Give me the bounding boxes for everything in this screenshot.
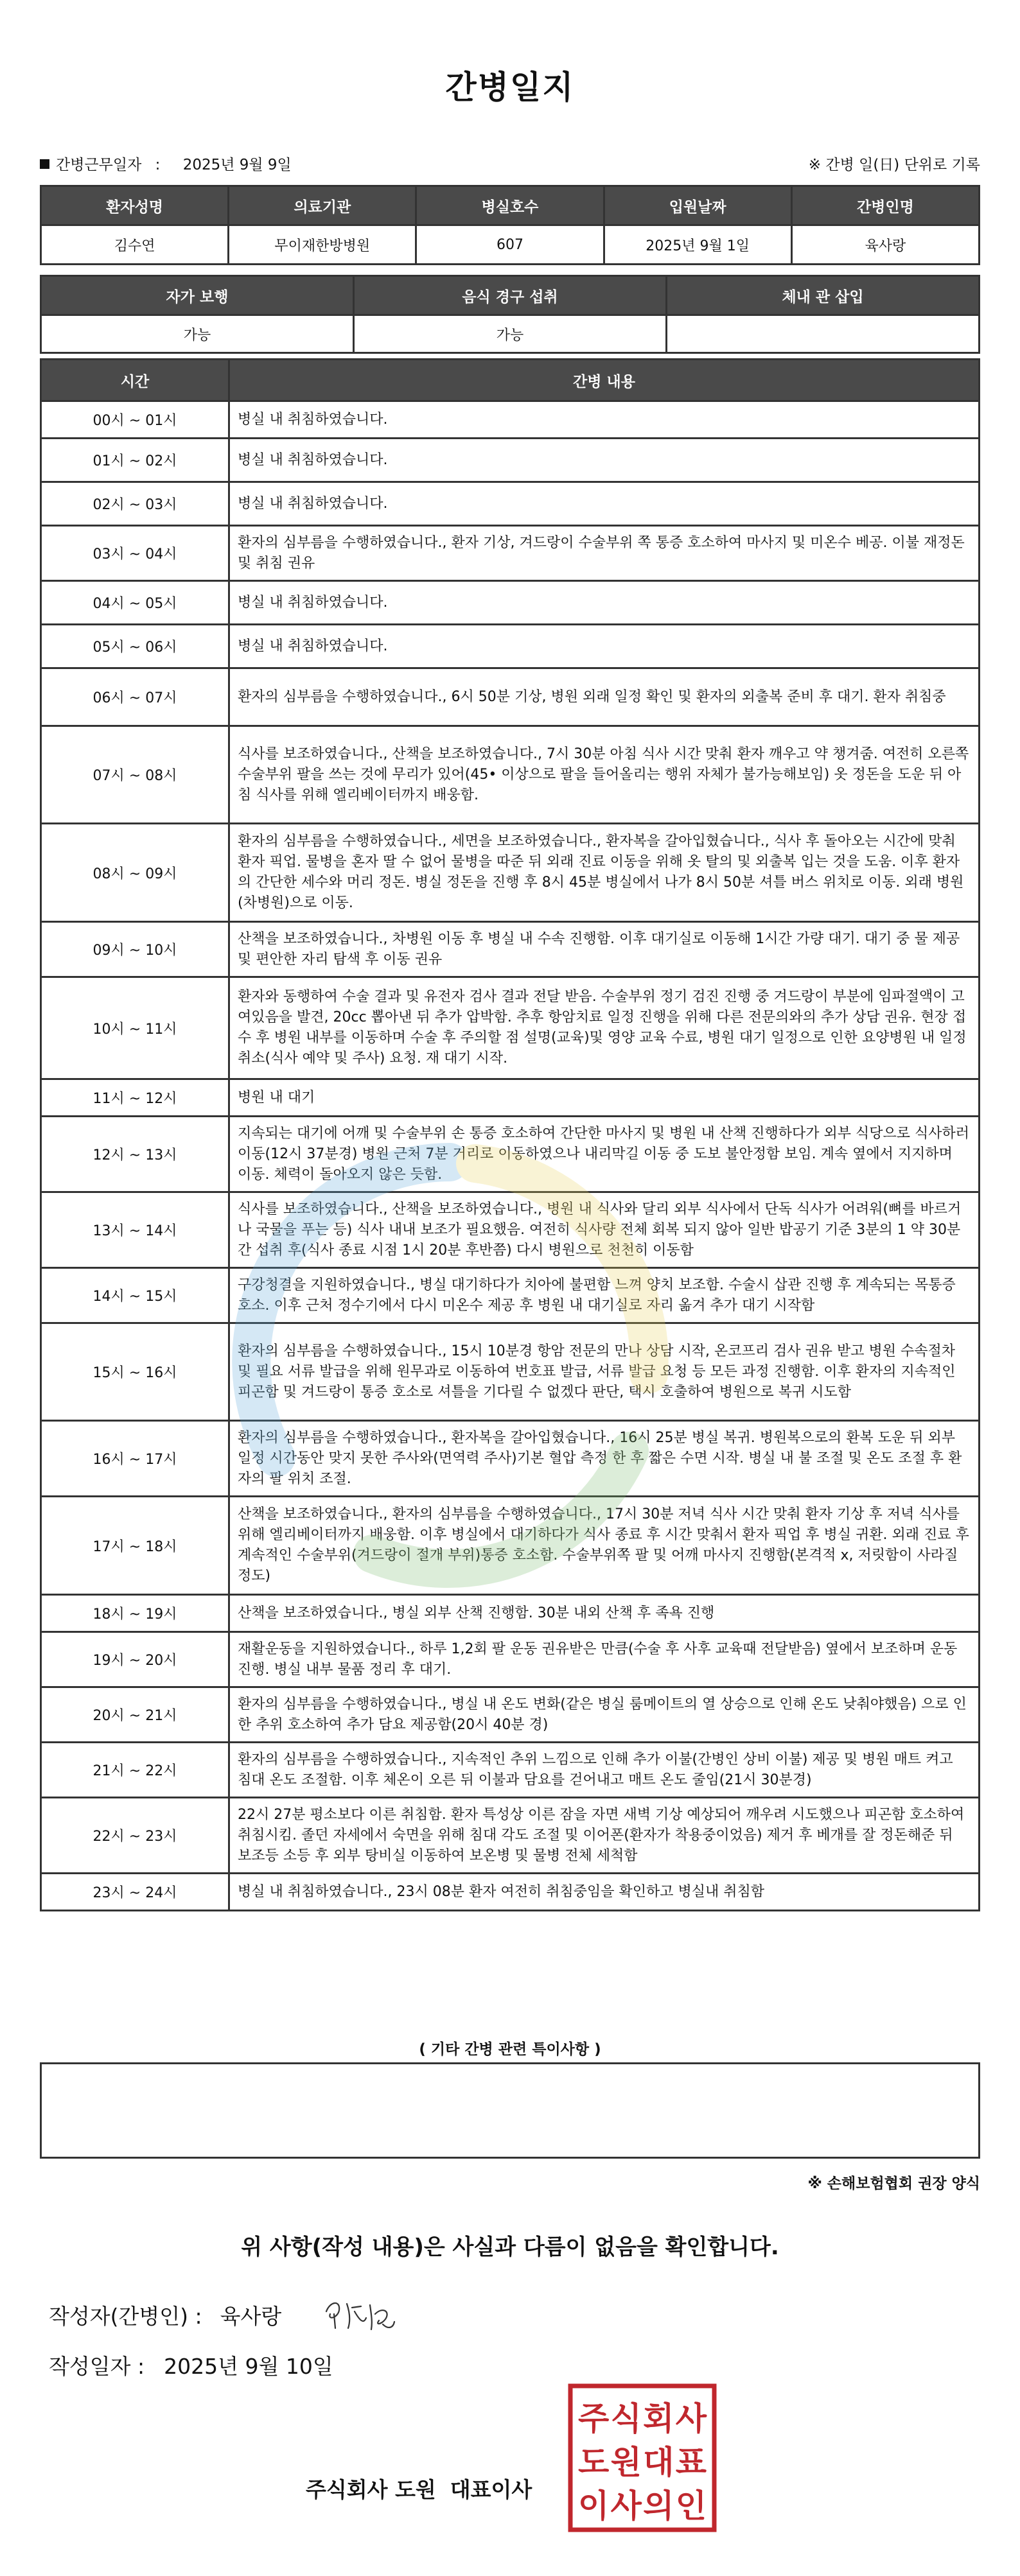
header-self-walking: 자가 보행	[41, 276, 354, 315]
log-row	[41, 1117, 980, 1192]
log-content: 산책을 보조하였습니다., 병실 외부 산책 진행함. 30분 내외 산책 후 족욕 진행	[229, 1595, 980, 1632]
room-number: 607	[416, 225, 604, 265]
log-time: 17시 ~ 18시	[41, 1497, 229, 1595]
seal-line-3: 이사의인	[578, 2487, 707, 2525]
write-date-label: 작성일자 :	[49, 2354, 145, 2379]
patient-info-value-row	[41, 225, 980, 265]
company-line	[306, 2473, 532, 2503]
seal-line-2: 도원대표	[578, 2444, 707, 2481]
log-time: 13시 ~ 14시	[41, 1192, 229, 1268]
log-time: 07시 ~ 08시	[41, 726, 229, 824]
log-row	[41, 1632, 980, 1687]
special-notes-box	[40, 2062, 980, 2159]
log-time: 08시 ~ 09시	[41, 824, 229, 922]
log-row	[41, 1079, 980, 1117]
log-row	[41, 1798, 980, 1874]
log-content: 환자의 심부름을 수행하였습니다., 15시 10분경 항암 전문의 만나 상담 시작, 온코프리 검사 권유 받고 병원 수속절차 및 필요 서류 발급을 위해 원무과로 이동하여 번호표 발급, 서류 발급 요청 등 모든 과정 진행함. 이후 환자의 지속적인 피곤함 및 겨드랑이 통증 호소로 셔틀을 기다릴 수 없겠다 판단, 택시 호출하여 병원으로 복귀 시도함	[229, 1323, 980, 1421]
patient-info-header-row	[41, 186, 980, 225]
work-date-label: 간병근무일자	[56, 157, 142, 173]
log-content: 병실 내 취침하였습니다.	[229, 581, 980, 625]
ability-header-row	[41, 276, 980, 315]
tube-insertion-value	[667, 315, 980, 353]
log-row	[41, 1323, 980, 1421]
log-content: 병실 내 취침하였습니다., 23시 08분 환자 여전히 취침중임을 확인하고 병실내 취침함	[229, 1874, 980, 1911]
representative-title: 대표이사	[450, 2477, 532, 2502]
log-time: 21시 ~ 22시	[41, 1743, 229, 1798]
log-row	[41, 526, 980, 581]
patient-info-table	[40, 185, 980, 265]
log-row	[41, 482, 980, 526]
log-row	[41, 625, 980, 668]
log-content: 식사를 보조하였습니다., 산책을 보조하였습니다., 병원 내 식사와 달리 외부 식사에서 단독 식사가 어려워(뼈를 바르거나 국물을 푸는 등) 식사 내내 보조가 필요했음. 여전히 식사량 전체 회복 되지 않아 일반 밥공기 기준 3분의 1 약 30분간 섭취 후(식사 종료 시점 1시 20분 후반쯤) 다시 병원으로 천천히 이동함	[229, 1192, 980, 1268]
log-content: 병실 내 취침하였습니다.	[229, 401, 980, 439]
log-content: 환자와 동행하여 수술 결과 및 유전자 검사 결과 전달 받음. 수술부위 정기 검진 진행 중 겨드랑이 부분에 임파절액이 고여있음을 발견, 20cc 뽑아낸 뒤 추가 압박함. 추후 항암치료 일정 진행을 위해 다른 전문의와의 추가 상담 권유. 현장 접수 후 병원 내부를 이동하며 수술 후 주의할 점 설명(교육)및 영양 교육 수료, 병원 대기 일정으로 인한 요양병원 내 일정 취소(식사 예약 및 주사) 요청. 재 대기 시작.	[229, 977, 980, 1079]
company-seal-stamp	[568, 2383, 717, 2532]
log-row	[41, 726, 980, 824]
header-time: 시간	[41, 360, 229, 401]
log-row	[41, 1743, 980, 1798]
log-content: 병실 내 취침하였습니다.	[229, 625, 980, 668]
work-date-line	[40, 153, 292, 174]
log-row	[41, 922, 980, 977]
header-room-number: 병실호수	[416, 186, 604, 225]
handwritten-signature	[321, 2292, 398, 2337]
log-time: 10시 ~ 11시	[41, 977, 229, 1079]
log-content: 환자의 심부름을 수행하였습니다., 6시 50분 기상, 병원 외래 일정 확인 및 환자의 외출복 준비 후 대기. 환자 취침중	[229, 668, 980, 726]
log-time: 18시 ~ 19시	[41, 1595, 229, 1632]
self-walking-value: 가능	[41, 315, 354, 353]
work-date-separator: :	[155, 157, 161, 173]
write-date-value: 2025년 9월 10일	[164, 2354, 333, 2379]
log-time: 00시 ~ 01시	[41, 401, 229, 439]
writer-label: 작성자(간병인) :	[49, 2304, 202, 2329]
hourly-care-log-table	[40, 358, 980, 1911]
log-time: 12시 ~ 13시	[41, 1117, 229, 1192]
header-hospital: 의료기관	[229, 186, 416, 225]
header-oral-intake: 음식 경구 섭취	[354, 276, 667, 315]
log-time: 16시 ~ 17시	[41, 1421, 229, 1497]
log-content: 재활운동을 지원하였습니다., 하루 1,2회 팔 운동 권유받은 만큼(수술 후 사후 교육때 전달받음) 옆에서 보조하며 운동 진행. 병실 내부 물품 정리 후 대기.	[229, 1632, 980, 1687]
admission-date: 2025년 9월 1일	[604, 225, 791, 265]
log-content: 산책을 보조하였습니다., 환자의 심부름을 수행하였습니다., 17시 30분 저녁 식사 시간 맞춰 환자 기상 후 저녁 식사를 위해 엘리베이터까지 배웅함. 이후 병실에서 대기하다가 식사 종료 후 시간 맞춰서 환자 픽업 후 병실 귀환. 외래 진료 후 계속적인 수술부위(겨드랑이 절개 부위)통증 호소함. 수술부위쪽 팔 및 어깨 마사지 진행함(본격적 x, 저릿함이 사라질 정도)	[229, 1497, 980, 1595]
unit-note: ※ 간병 일(日) 단위로 기록	[808, 157, 980, 173]
log-content: 환자의 심부름을 수행하였습니다., 환자복을 갈아입혔습니다., 16시 25분 병실 복귀. 병원복으로의 환복 도운 뒤 외부 일정 시간동안 맞지 못한 주사와(면역력 주사)기본 혈압 측정 한 후 짧은 수면 시작. 병실 내 불 조절 및 온도 조절 후 환자의 팔 위치 조절.	[229, 1421, 980, 1497]
confirmation-statement: 위 사항(작성 내용)은 사실과 다름이 없음을 확인합니다.	[241, 2234, 779, 2260]
log-row	[41, 1497, 980, 1595]
log-content: 병원 내 대기	[229, 1079, 980, 1117]
log-row	[41, 1595, 980, 1632]
log-time: 04시 ~ 05시	[41, 581, 229, 625]
writer-name: 육사랑	[220, 2304, 282, 2329]
log-time: 03시 ~ 04시	[41, 526, 229, 581]
log-time: 11시 ~ 12시	[41, 1079, 229, 1117]
log-time: 19시 ~ 20시	[41, 1632, 229, 1687]
patient-ability-table	[40, 275, 980, 354]
log-time: 05시 ~ 06시	[41, 625, 229, 668]
log-time: 09시 ~ 10시	[41, 922, 229, 977]
hospital-name: 무이재한방병원	[229, 225, 416, 265]
log-content: 22시 27분 평소보다 이른 취침함. 환자 특성상 이른 잠을 자면 새벽 기상 예상되어 깨우려 시도했으나 피곤함 호소하여 취침시킴. 졸던 자세에서 숙면을 위해 침대 각도 조절 및 이어폰(환자가 착용중이었음) 제거 후 베개를 잘 정돈해준 뒤 보조등 소등 후 외부 탕비실 이동하여 보온병 및 물병 전체 세척함	[229, 1798, 980, 1874]
log-content: 구강청결을 지원하였습니다., 병실 대기하다가 치아에 불편함 느껴 양치 보조함. 수술시 삽관 진행 후 계속되는 목통증 호소. 이후 근처 정수기에서 다시 미온수 제공 후 병원 내 대기실로 자리 옮겨 추가 대기 시작함	[229, 1268, 980, 1323]
write-date-line	[49, 2350, 333, 2380]
writer-line	[49, 2300, 281, 2330]
header-care-content: 간병 내용	[229, 360, 980, 401]
log-time: 20시 ~ 21시	[41, 1687, 229, 1743]
log-content: 환자의 심부름을 수행하였습니다., 병실 내 온도 변화(같은 병실 룸메이트의 열 상승으로 인해 온도 낮춰야했음) 으로 인한 추위 호소하여 추가 담요 제공함(20시 40분 경)	[229, 1687, 980, 1743]
log-time: 23시 ~ 24시	[41, 1874, 229, 1911]
log-time: 14시 ~ 15시	[41, 1268, 229, 1323]
log-content: 산책을 보조하였습니다., 차병원 이동 후 병실 내 수속 진행함. 이후 대기실로 이동해 1시간 가량 대기. 대기 중 물 제공 및 편안한 자리 탐색 후 이동 권유	[229, 922, 980, 977]
log-header-row	[41, 360, 980, 401]
page-title: 간병일지	[445, 69, 575, 106]
log-body	[41, 401, 980, 1911]
log-time: 02시 ~ 03시	[41, 482, 229, 526]
oral-intake-value: 가능	[354, 315, 667, 353]
caregiver-name: 육사랑	[791, 225, 979, 265]
log-content: 병실 내 취침하였습니다.	[229, 439, 980, 482]
recommended-form-note: ※ 손해보험협회 권장 양식	[807, 2175, 980, 2192]
log-time: 06시 ~ 07시	[41, 668, 229, 726]
header-caregiver-name: 간병인명	[791, 186, 979, 225]
log-content: 지속되는 대기에 어깨 및 수술부위 손 통증 호소하여 간단한 마사지 및 병원 내 산책 진행하다가 외부 식당으로 식사하러 이동(12시 37분경) 병원 근처 7분 거리로 이동하였으나 내리막길 이동 중 도보 불안정함 보임. 계속 옆에서 지지하며 이동. 체력이 돌아오지 않은 듯함.	[229, 1117, 980, 1192]
ability-value-row	[41, 315, 980, 353]
seal-line-1: 주식회사	[578, 2400, 707, 2437]
log-row	[41, 824, 980, 922]
patient-name: 김수연	[41, 225, 229, 265]
work-date-value: 2025년 9월 9일	[182, 157, 292, 173]
header-admission-date: 입원날짜	[604, 186, 791, 225]
log-content: 병실 내 취침하였습니다.	[229, 482, 980, 526]
log-row	[41, 1687, 980, 1743]
log-content: 환자의 심부름을 수행하였습니다., 지속적인 추위 느낌으로 인해 추가 이불(간병인 상비 이불) 제공 및 병원 매트 켜고 침대 온도 조절함. 이후 체온이 오른 뒤 이불과 담요를 걷어내고 매트 온도 줄임(21시 30분경)	[229, 1743, 980, 1798]
log-row	[41, 1192, 980, 1268]
log-row	[41, 1421, 980, 1497]
log-time: 15시 ~ 16시	[41, 1323, 229, 1421]
black-square-bullet-icon	[40, 159, 49, 169]
log-content: 환자의 심부름을 수행하였습니다., 세면을 보조하였습니다., 환자복을 갈아입혔습니다., 식사 후 돌아오는 시간에 맞춰 환자 픽업. 물병을 혼자 딸 수 없어 물병을 따준 뒤 외래 진료 이동을 위해 옷 탈의 및 외출복 입는 것을 도움. 이후 환자의 간단한 세수와 머리 정돈. 병실 정돈을 진행 후 8시 45분 병실에서 나가 8시 50분 셔틀 버스 위치로 이동. 외래 병원(차병원)으로 이동.	[229, 824, 980, 922]
log-row	[41, 1268, 980, 1323]
log-row	[41, 668, 980, 726]
special-notes-title: ( 기타 간병 관련 특이사항 )	[419, 2041, 601, 2058]
company-name: 주식회사 도원	[306, 2477, 436, 2502]
log-content: 환자의 심부름을 수행하였습니다., 환자 기상, 겨드랑이 수술부위 쪽 통증 호소하여 마사지 및 미온수 베공. 이불 재정돈 및 취침 권유	[229, 526, 980, 581]
log-row	[41, 581, 980, 625]
log-row	[41, 401, 980, 439]
log-content: 식사를 보조하였습니다., 산책을 보조하였습니다., 7시 30분 아침 식사 시간 맞춰 환자 깨우고 약 챙겨줌. 여전히 오른쪽 수술부위 팔을 쓰는 것에 무리가 있어(45• 이상으로 팔을 들어올리는 행위 자체가 불가능해보임) 옷 정돈을 도운 뒤 아침 식사를 위해 엘리베이터까지 배웅함.	[229, 726, 980, 824]
log-row	[41, 1874, 980, 1911]
log-time: 01시 ~ 02시	[41, 439, 229, 482]
log-row	[41, 439, 980, 482]
log-row	[41, 977, 980, 1079]
log-time: 22시 ~ 23시	[41, 1798, 229, 1874]
header-patient-name: 환자성명	[41, 186, 229, 225]
header-tube-insertion: 체내 관 삽입	[667, 276, 980, 315]
